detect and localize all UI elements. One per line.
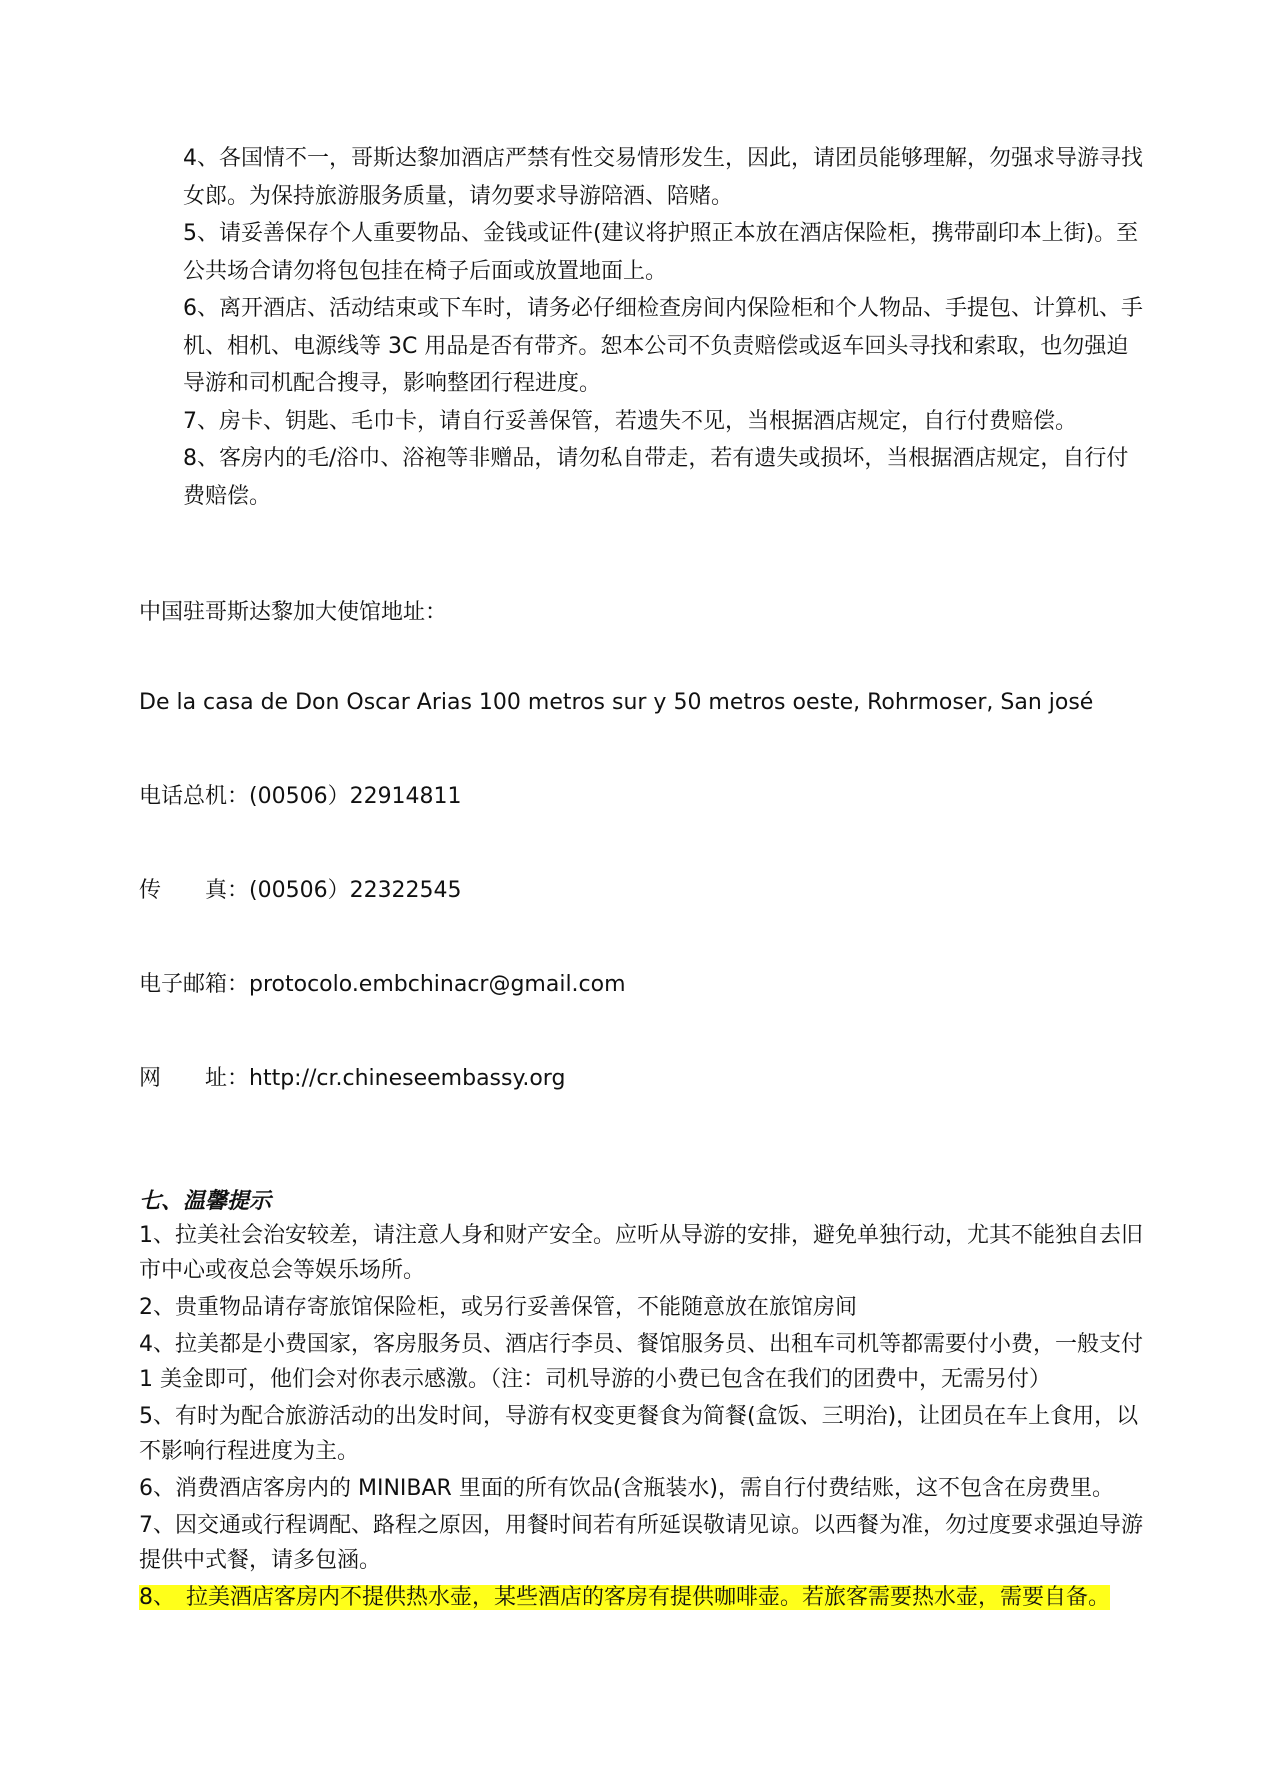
rule-item-6: 6、离开酒店、活动结束或下车时，请务必仔细检查房间内保险柜和个人物品、手提包、计算机、手机、相机、电源线等 3C 用品是否有带齐。恕本公司不负责赔偿或返车回头寻找和索取，也勿强迫导游和司机配合搜寻，影响整团行程进度。 — [183, 296, 1144, 396]
tip-item-8-highlighted: 8、 拉美酒店客房内不提供热水壶，某些酒店的客房有提供咖啡壶。若旅客需要热水壶，需要自备。 — [139, 1585, 1111, 1610]
embassy-website: 网 址：http://cr.chineseembassy.org — [139, 1066, 566, 1091]
embassy-heading: 中国驻哥斯达黎加大使馆地址： — [139, 600, 448, 625]
tip-item-6: 6、消费酒店客房内的 MINIBAR 里面的所有饮品(含瓶装水)，需自行付费结账，这不包含在房费里。 — [139, 1476, 1114, 1501]
hotel-rules-list — [183, 140, 1143, 515]
embassy-email: 电子邮箱：protocolo.embchinacr@gmail.com — [139, 972, 626, 997]
rule-item-4: 4、各国情不一，哥斯达黎加酒店严禁有性交易情形发生，因此，请团员能够理解，勿强求导游寻找女郎。为保持旅游服务质量，请勿要求导游陪酒、陪赌。 — [183, 146, 1144, 209]
embassy-fax: 传 真：(00506）22322545 — [139, 878, 462, 903]
embassy-phone: 电话总机：(00506）22914811 — [139, 784, 462, 809]
rule-item-5: 5、请妥善保存个人重要物品、金钱或证件(建议将护照正本放在酒店保险柜，携带副印本上街)。至公共场合请勿将包包挂在椅子后面或放置地面上。 — [183, 221, 1139, 284]
embassy-address: De la casa de Don Oscar Arias 100 metros sur y 50 metros oeste, Rohrmoser, San josé — [139, 690, 1094, 715]
tip-item-2: 2、贵重物品请存寄旅馆保险柜，或另行妥善保管，不能随意放在旅馆房间 — [139, 1295, 857, 1320]
tip-item-1: 1、拉美社会治安较差，请注意人身和财产安全。应听从导游的安排，避免单独行动，尤其不能独自去旧市中心或夜总会等娱乐场所。 — [139, 1223, 1144, 1283]
rule-item-7: 7、房卡、钥匙、毛巾卡，请自行妥善保管，若遗失不见，当根据酒店规定，自行付费赔偿。 — [183, 408, 1078, 434]
tips-list — [139, 1218, 1149, 1617]
tip-item-5: 5、有时为配合旅游活动的出发时间，导游有权变更餐食为简餐(盒饭、三明治)，让团员在车上食用，以不影响行程进度为主。 — [139, 1404, 1139, 1464]
rule-item-8: 8、客房内的毛/浴巾、浴袍等非赠品，请勿私自带走，若有遗失或损坏，当根据酒店规定，自行付费赔偿。 — [183, 446, 1129, 509]
tip-item-7: 7、因交通或行程调配、路程之原因，用餐时间若有所延误敬请见谅。以西餐为准，勿过度要求强迫导游提供中式餐，请多包涵。 — [139, 1513, 1144, 1573]
tip-item-4: 4、拉美都是小费国家，客房服务员、酒店行李员、餐馆服务员、出租车司机等都需要付小费，一般支付 1 美金即可，他们会对你表示感激。（注：司机导游的小费已包含在我们的团费中，无需另付） — [139, 1332, 1144, 1392]
tip-item-8-row — [139, 1580, 1149, 1615]
tips-section-title: 七、温馨提示 — [139, 1189, 272, 1214]
